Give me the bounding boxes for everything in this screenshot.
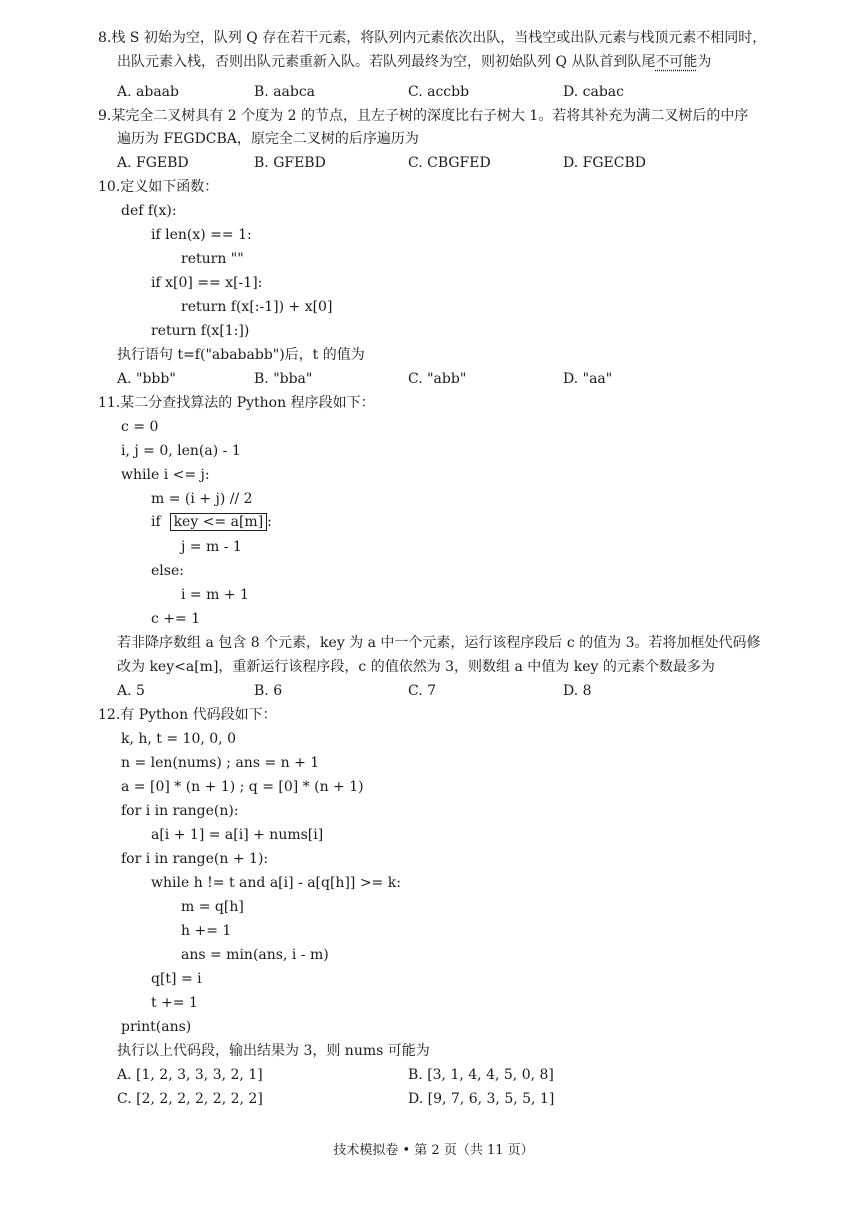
q8-option-c[interactable]: C. accbb xyxy=(408,84,470,100)
page-footer: 技术模拟卷 • 第 2 页（共 11 页） xyxy=(333,1143,534,1158)
q9-line2: 遍历为 FEGDCBA，原完全二叉树的后序遍历为 xyxy=(117,131,419,147)
q11-code-line-if xyxy=(151,512,272,532)
q12-code-line: a = [0] * (n + 1) ; q = [0] * (n + 1) xyxy=(121,779,364,795)
q12-code-line: h += 1 xyxy=(181,923,232,939)
q11-code-line: c += 1 xyxy=(151,611,201,627)
q11-option-b[interactable]: B. 6 xyxy=(254,683,283,699)
q8-line1: 8.栈 S 初始为空，队列 Q 存在若干元素，将队列内元素依次出队，当栈空或出队元素与栈顶元素不相同时， xyxy=(98,30,767,46)
q9-option-b[interactable]: B. GFEBD xyxy=(254,155,326,171)
q12-code-line: ans = min(ans, i - m) xyxy=(181,947,329,963)
q11-if-colon: : xyxy=(267,514,272,530)
q12-option-a[interactable]: A. [1, 2, 3, 3, 3, 2, 1] xyxy=(117,1067,263,1083)
q11-code-line: i, j = 0, len(a) - 1 xyxy=(121,443,241,459)
q10-option-a[interactable]: A. "bbb" xyxy=(117,371,176,387)
q12-code-line: a[i + 1] = a[i] + nums[i] xyxy=(151,827,324,843)
q10-title: 10.定义如下函数： xyxy=(98,179,219,195)
q10-code-line: if x[0] == x[-1]: xyxy=(151,275,263,291)
q11-text2: 改为 key<a[m]，重新运行该程序段，c 的值依然为 3，则数组 a 中值为 key 的元素个数最多为 xyxy=(117,659,715,675)
q11-code-line: m = (i + j) // 2 xyxy=(151,491,253,507)
q10-code-line: return f(x[1:]) xyxy=(151,323,250,339)
q12-code-line: for i in range(n): xyxy=(121,803,239,819)
q12-code-line: n = len(nums) ; ans = n + 1 xyxy=(121,755,320,771)
q9-option-a[interactable]: A. FGEBD xyxy=(117,155,189,171)
q9-option-c[interactable]: C. CBGFED xyxy=(408,155,491,171)
q12-option-b[interactable]: B. [3, 1, 4, 4, 5, 0, 8] xyxy=(408,1067,554,1083)
q11-if-keyword: if xyxy=(151,514,161,530)
q9-option-d[interactable]: D. FGECBD xyxy=(563,155,646,171)
q10-option-c[interactable]: C. "abb" xyxy=(408,371,467,387)
q11-code-line: else: xyxy=(151,563,184,579)
q8-line2 xyxy=(117,52,711,72)
q11-boxed-condition: key <= a[m] xyxy=(170,513,268,531)
q12-code-line: q[t] = i xyxy=(151,971,202,987)
q11-option-d[interactable]: D. 8 xyxy=(563,683,592,699)
q8-option-d[interactable]: D. cabac xyxy=(563,84,624,100)
q11-option-a[interactable]: A. 5 xyxy=(117,683,145,699)
q11-code-line: i = m + 1 xyxy=(181,587,249,603)
q11-title: 11.某二分查找算法的 Python 程序段如下： xyxy=(98,395,375,411)
q11-code-line: while i <= j: xyxy=(121,467,210,483)
q12-prompt: 执行以上代码段，输出结果为 3，则 nums 可能为 xyxy=(117,1043,430,1059)
q8-line2-c: 为 xyxy=(697,54,712,70)
q8-line2-a: 出队元素入栈，否则出队元素重新入队。若队列最终为空，则初始队列 Q 从队首到队尾 xyxy=(117,54,656,70)
q8-option-b[interactable]: B. aabca xyxy=(254,84,316,100)
q10-code-line: return f(x[:-1]) + x[0] xyxy=(181,299,333,315)
q12-code-line: m = q[h] xyxy=(181,899,244,915)
q11-text1: 若非降序数组 a 包含 8 个元素，key 为 a 中一个元素，运行该程序段后 c 的值为 3。若将加框处代码修 xyxy=(117,635,761,651)
q12-code-line: t += 1 xyxy=(151,995,198,1011)
q12-code-line: k, h, t = 10, 0, 0 xyxy=(121,731,236,747)
q10-code-line: return "" xyxy=(181,251,244,267)
q10-prompt: 执行语句 t=f("abababb")后，t 的值为 xyxy=(117,347,365,363)
q11-code-line: j = m - 1 xyxy=(181,539,242,555)
q10-option-d[interactable]: D. "aa" xyxy=(563,371,613,387)
q11-code-line: c = 0 xyxy=(121,419,159,435)
q12-option-d[interactable]: D. [9, 7, 6, 3, 5, 5, 1] xyxy=(408,1091,555,1107)
q10-option-b[interactable]: B. "bba" xyxy=(254,371,313,387)
q12-option-c[interactable]: C. [2, 2, 2, 2, 2, 2, 2] xyxy=(117,1091,263,1107)
q10-code-line: if len(x) == 1: xyxy=(151,227,252,243)
q12-code-line: while h != t and a[i] - a[q[h]] >= k: xyxy=(151,875,401,891)
q8-option-a[interactable]: A. abaab xyxy=(117,84,179,100)
q9-line1: 9.某完全二叉树具有 2 个度为 2 的节点，且左子树的深度比右子树大 1。若将其补充为满二叉树后的中序 xyxy=(98,108,749,124)
q12-code-line: print(ans) xyxy=(121,1019,192,1035)
q8-emphasis: 不可能 xyxy=(655,54,698,70)
q10-code-line: def f(x): xyxy=(121,203,177,219)
q11-option-c[interactable]: C. 7 xyxy=(408,683,437,699)
q12-title: 12.有 Python 代码段如下： xyxy=(98,707,277,723)
q12-code-line: for i in range(n + 1): xyxy=(121,851,269,867)
